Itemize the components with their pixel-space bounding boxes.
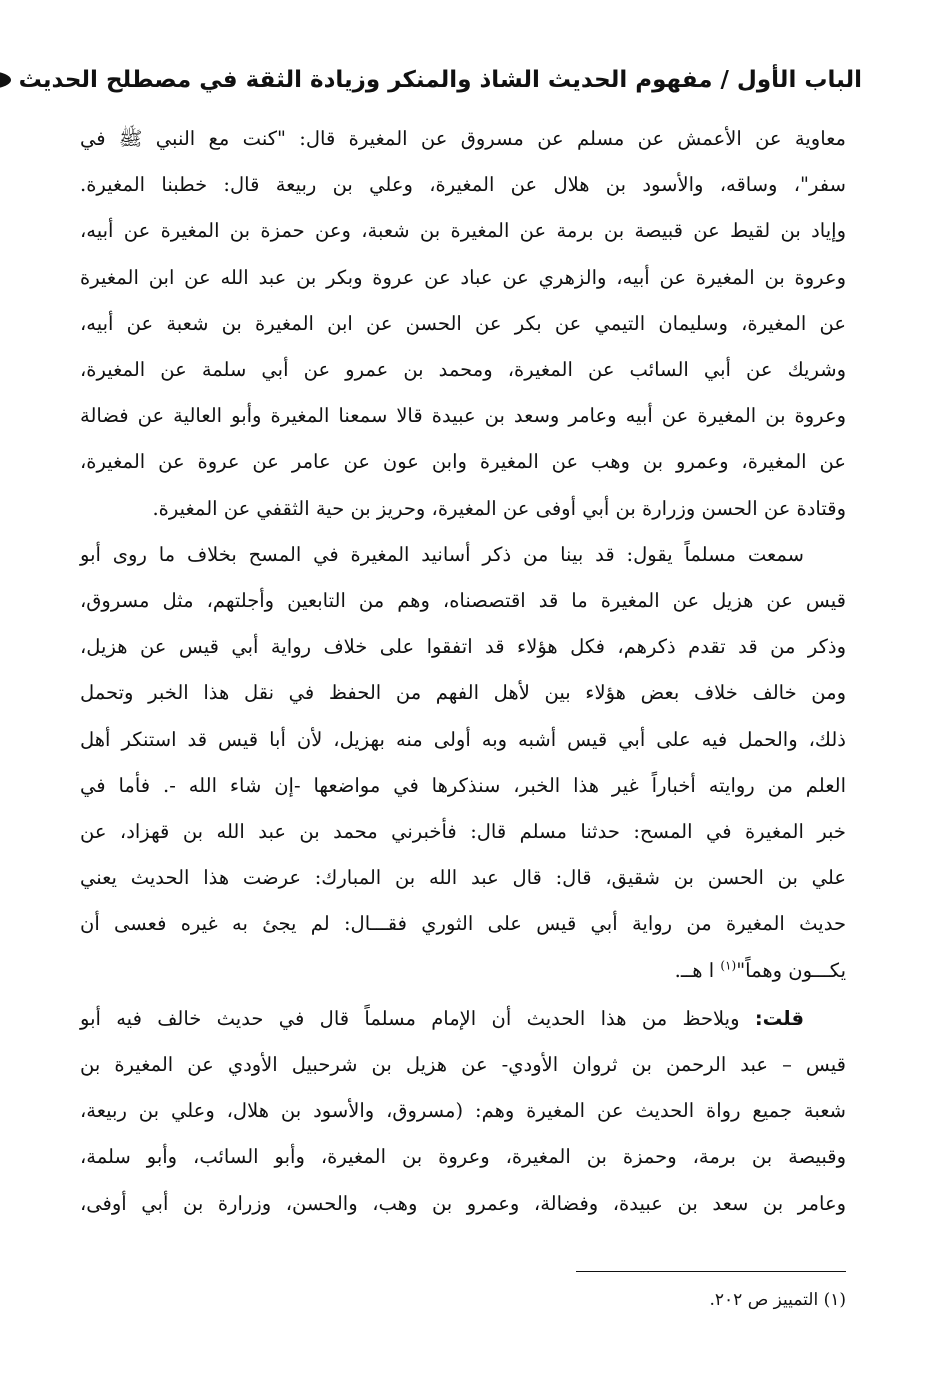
text-line: خبر المغيرة في المسح: حدثنا مسلم قال: فأخبرني محمد بن عبد الله بن قهزاد، عن [80, 820, 846, 844]
chapter-title: الباب الأول / مفهوم الحديث الشاذ والمنكر وزيادة الثقة في مصطلح الحديث [18, 67, 862, 93]
text-line: سفر"، وساقه، والأسود بن هلال عن المغيرة، وعلي بن ربيعة قال: خطبنا المغيرة. [80, 173, 846, 197]
text-fragment: ا هــ. [674, 958, 721, 982]
text-line: وعامر بن سعد بن عبيدة، وفضالة، وعمرو بن وهب، والحسن، وزرارة بن أبي أوفى، [80, 1191, 846, 1215]
text-line: حديث المغيرة من رواية أبي قيس على الثوري فقـــال: لم يجئ به غيره فعسى أن [80, 912, 846, 936]
text-line: عن المغيرة، وعمرو بن وهب عن المغيرة وابن عون عن عامر عن عروة عن المغيرة، [80, 450, 846, 474]
note-lead-word: قلت: [754, 1006, 804, 1030]
text-line: وإياد بن لقيط عن قبيصة بن برمة عن المغيرة بن شعبة، وعن حمزة بن المغيرة عن أبيه، [80, 219, 846, 243]
text-line: العلم من روايته أخباراً غير هذا الخبر، سنذكرها في مواضعها -إن شاء الله -. فأما في [80, 773, 846, 797]
text-line: عن المغيرة، وسليمان التيمي عن بكر عن الحسن عن ابن المغيرة بن شعبة عن أبيه، [80, 311, 846, 335]
text-line: وقبيصة بن برمة، وحمزة بن المغيرة، وعروة بن المغيرة، وأبو السائب، وأبو سلمة، [80, 1145, 846, 1169]
paragraph-isnad-list [80, 116, 846, 532]
text-line: قيس – عبد الرحمن بن ثروان الأودي- عن هزيل بن شرحبيل الأودي عن المغيرة بن [80, 1053, 846, 1077]
footnote: (١) التمييز ص ٢٠٢. [709, 1290, 846, 1310]
text-fragment: يكـــون وهماً" [736, 958, 846, 982]
text-line: وشريك عن أبي السائب عن المغيرة، ومحمد بن عمرو عن أبي سلمة عن المغيرة، [80, 358, 846, 382]
paragraph-author-note [80, 996, 846, 1227]
text-line: وذكر من قد تقدم ذكرهم، فكل هؤلاء قد اتفقوا على خلاف رواية أبي قيس عن هزيل، [80, 635, 846, 659]
text-line: وقتادة عن الحسن وزرارة بن أبي أوفى عن المغيرة، وحريز بن حية الثقفي عن المغيرة. [152, 496, 846, 520]
text-line [80, 996, 846, 1042]
header-rule-ornament [0, 70, 11, 90]
text-line [80, 948, 846, 994]
text-line: وعروة بن المغيرة عن أبيه وعامر وسعد بن عبيدة قالا سمعنا المغيرة وأبو العالية عن فضالة [80, 404, 846, 428]
text-line: ذلك، والحمل فيه على أبي قيس أشبه وبه أولى منه بهزيل، لأن أبا قيس قد استنكر أهل [80, 727, 846, 751]
text-line: قيس عن هزيل عن المغيرة ما قد اقتصصناه، وهم من التابعين وأجلتهم، مثل مسروق، [80, 589, 846, 613]
text-line: سمعت مسلماً يقول: قد بينا من ذكر أسانيد المغيرة في المسح بخلاف ما روى أبو [80, 542, 804, 566]
running-header [18, 58, 870, 102]
header-ink-blob [0, 70, 11, 90]
text-line: وعروة بن المغيرة عن أبيه، والزهري عن عباد عن عروة وبكر بن عبد الله عن ابن المغيرة [80, 265, 846, 289]
text-line: معاوية عن الأعمش عن مسلم عن مسروق عن المغيرة قال: "كنت مع النبي ﷺ في [80, 127, 846, 150]
text-fragment: ويلاحظ من هذا الحديث أن الإمام مسلماً قال في حديث خالف فيه أبو [80, 1006, 755, 1030]
paragraph-muslim-quote [80, 532, 846, 994]
text-line: ومن خالف خلاف بعض هؤلاء بين لأهل الفهم من الحفظ في نقل هذا الخبر وتحمل [80, 681, 846, 705]
footnote-separator [576, 1271, 846, 1272]
footnote-reference[interactable]: (١) [720, 958, 737, 973]
body-text [80, 116, 846, 1227]
text-line: علي بن الحسن بن شقيق، قال: قال عبد الله بن المبارك: عرضت هذا الحديث يعني [80, 866, 846, 890]
text-line: شعبة جميع رواة الحديث عن المغيرة وهم: (مسروق، والأسود بن هلال، وعلي بن ربيعة، [80, 1099, 846, 1123]
